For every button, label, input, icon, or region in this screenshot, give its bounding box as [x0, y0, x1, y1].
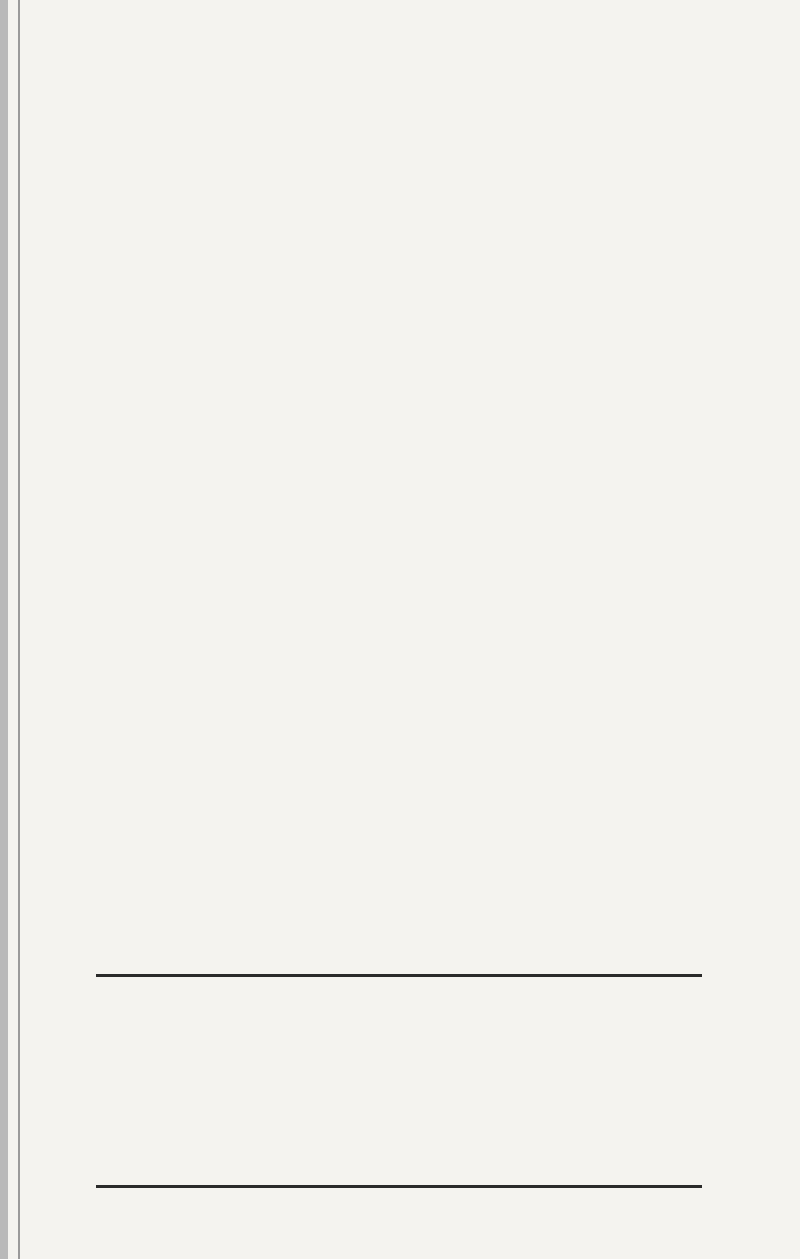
running-header	[96, 22, 760, 62]
page-edge-shadow	[0, 0, 8, 1259]
ornament-border-right	[716, 120, 768, 1040]
divider-rule-bottom	[96, 1185, 702, 1188]
ornament-border-left	[28, 120, 80, 1040]
ornament-border-bottom	[22, 1028, 778, 1084]
ornament-border-top	[22, 76, 778, 132]
binding-line	[18, 0, 20, 1259]
divider-rule-top	[96, 974, 702, 977]
